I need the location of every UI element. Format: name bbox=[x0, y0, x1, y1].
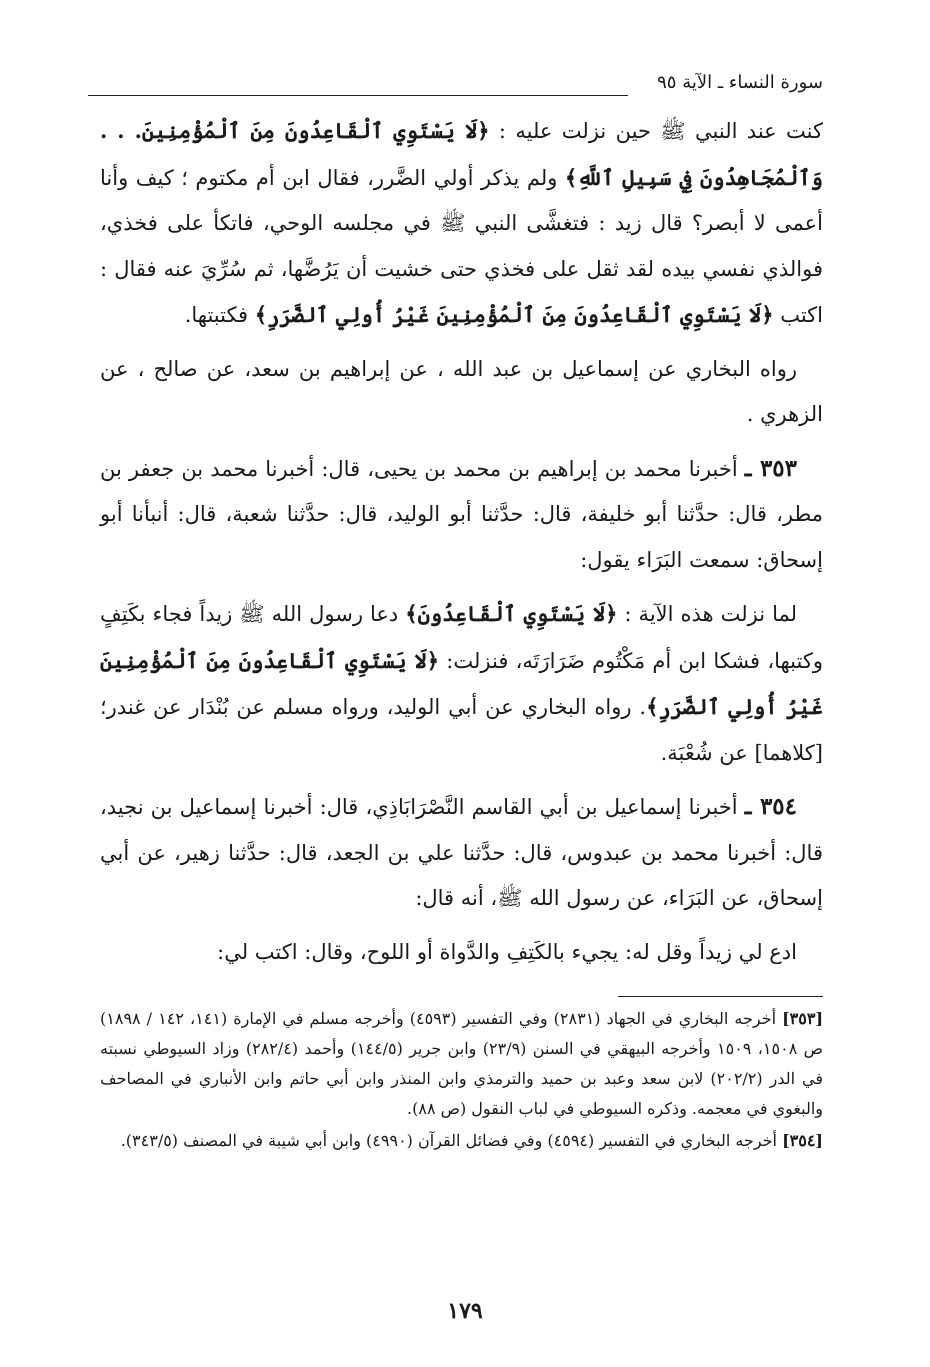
text-segment: لما نزلت هذه الآية : bbox=[617, 602, 798, 626]
footnote-text: أخرجه البخاري في الجهاد (٢٨٣١) وفي التفسير (٤٥٩٣) وأخرجه مسلم في الإمارة (١٤١، ١٤٢ / ١٨٩٨) ص ١٥٠٨، ١٥٠٩ وأخرجه البيهقي في السنن (٢٣/٩) وابن جرير (١٤٤/٥) وأحمد (٢٨٢/٤) وزاد السيوطي نسبته في الدر (٢٠٢/٢) لابن سعد وعبد بن حميد والترمذي وابن المنذر وابن أبي حاتم وابن الأنباري في المصاحف والبغوي في معجمه. وذكره السيوطي في لباب النقول (ص ٨٨). bbox=[100, 1009, 824, 1118]
page-number: ١٧٩ bbox=[447, 1298, 483, 1324]
footnote-354 bbox=[100, 1126, 823, 1156]
paragraph-matn-354: ادع لي زيداً وقل له: يجيء بالكَتِفِ والدَّواة أو اللوح، وقال: اكتب لي: bbox=[217, 939, 797, 964]
hadith-number: ٣٥٣ ـ bbox=[744, 454, 797, 482]
footnotes bbox=[100, 1004, 823, 1158]
footnote-number: [٣٥٣] bbox=[782, 1009, 824, 1028]
paragraph-hadith-354 bbox=[100, 784, 823, 922]
isnad-text: أخبرنا إسماعيل بن أبي القاسم النَّصْرَابَاذِي، قال: أخبرنا إسماعيل بن نجيد، قال: أخبرنا محمد بن عبدوس، قال: حدَّثنا علي بن الجعد، قال: حدَّثنا زهير، عن أبي إسحاق، عن البَرَاء، عن رسول الله ﷺ، أنه قال: bbox=[100, 795, 823, 910]
header-title: سورة النساء ـ الآية ٩٥ bbox=[657, 72, 823, 93]
quran-quote: ﴿لَا يَسْتَوِي ٱلْقَاعِدُونَ مِنَ ٱلْمُؤْمِنِينَ غَيْرُ أُولِي ٱلضَّرَرِ﴾ bbox=[100, 647, 823, 719]
footnote-text: أخرجه البخاري في التفسير (٤٥٩٤) وفي فضائل القرآن (٤٩٩٠) وابن أبي شيبة في المصنف (٣٤٣/٥). bbox=[120, 1131, 783, 1150]
text-segment: دعا رسول الله ﷺ زيداً فجاء بكَتِفٍ وكتبها، فشكا ابن أم مَكْتُوم ضَرَارَتَه، فنزلت: bbox=[100, 602, 823, 673]
isnad-text: أخبرنا محمد بن إبراهيم بن محمد بن يحيى، قال: أخبرنا محمد بن جعفر بن مطر، قال: حدَّثنا أبو خليفة، قال: حدَّثنا أبو الوليد، قال: حدَّثنا شعبة، قال: أنبأنا أبو إسحاق: سمعت البَرَاء يقول: bbox=[100, 456, 823, 572]
footnote-353 bbox=[100, 1004, 823, 1124]
paragraph-source: رواه البخاري عن إسماعيل بن عبد الله ، عن إبراهيم بن سعد، عن صالح ، عن الزهري . bbox=[100, 356, 823, 426]
footnote-rule bbox=[618, 996, 823, 997]
quran-quote: ﴿لَا يَسْتَوِي ٱلْقَاعِدُونَ﴾ bbox=[405, 601, 618, 626]
paragraph-hadith-narration bbox=[100, 108, 823, 339]
text-segment: كنت عند النبي ﷺ حين نزلت عليه : bbox=[489, 119, 824, 143]
text-segment: . رواه البخاري عن أبي الوليد، ورواه مسلم عن بُنْدَار عن غندر؛ [كلاهما] عن شُعْبَة. bbox=[100, 695, 823, 765]
text-segment: ولم يذكر أولي الضَّرر، فقال ابن أم مكتوم ؛ كيف وأنا أعمى لا أبصر؟ قال زيد : فتغشَّى النبي ﷺ في مجلسه الوحي، فاتكأ على فخذي، فوالذي نفسي بيده لقد ثقل على فخذي حتى خشيت أن يَرُضَّها، ثم سُرِّيَ عنه فقال : اكتب bbox=[100, 165, 823, 327]
quran-quote: ﴿لَا يَسْتَوِي ٱلْقَاعِدُونَ مِنَ ٱلْمُؤْمِنِينَ غَيْرُ أُولِي ٱلضَّرَرِ﴾ bbox=[254, 302, 774, 327]
paragraph-matn-353 bbox=[100, 591, 823, 776]
quran-quote: ﴿لَا يَسْتَوِي ٱلْقَاعِدُونَ مِنَ ٱلْمُؤْمِنِينَ. . . وَٱلْمُجَاهِدُونَ فِي سَبِيلِ ٱللَّهِ﴾ bbox=[100, 118, 823, 190]
text-segment: فكتبتها. bbox=[184, 303, 255, 327]
main-text bbox=[100, 108, 823, 983]
paragraph-hadith-353 bbox=[100, 446, 823, 584]
hadith-number: ٣٥٤ ـ bbox=[744, 793, 797, 820]
footnote-number: [٣٥٤] bbox=[782, 1131, 823, 1150]
header-rule bbox=[88, 95, 628, 96]
running-header bbox=[88, 68, 823, 98]
